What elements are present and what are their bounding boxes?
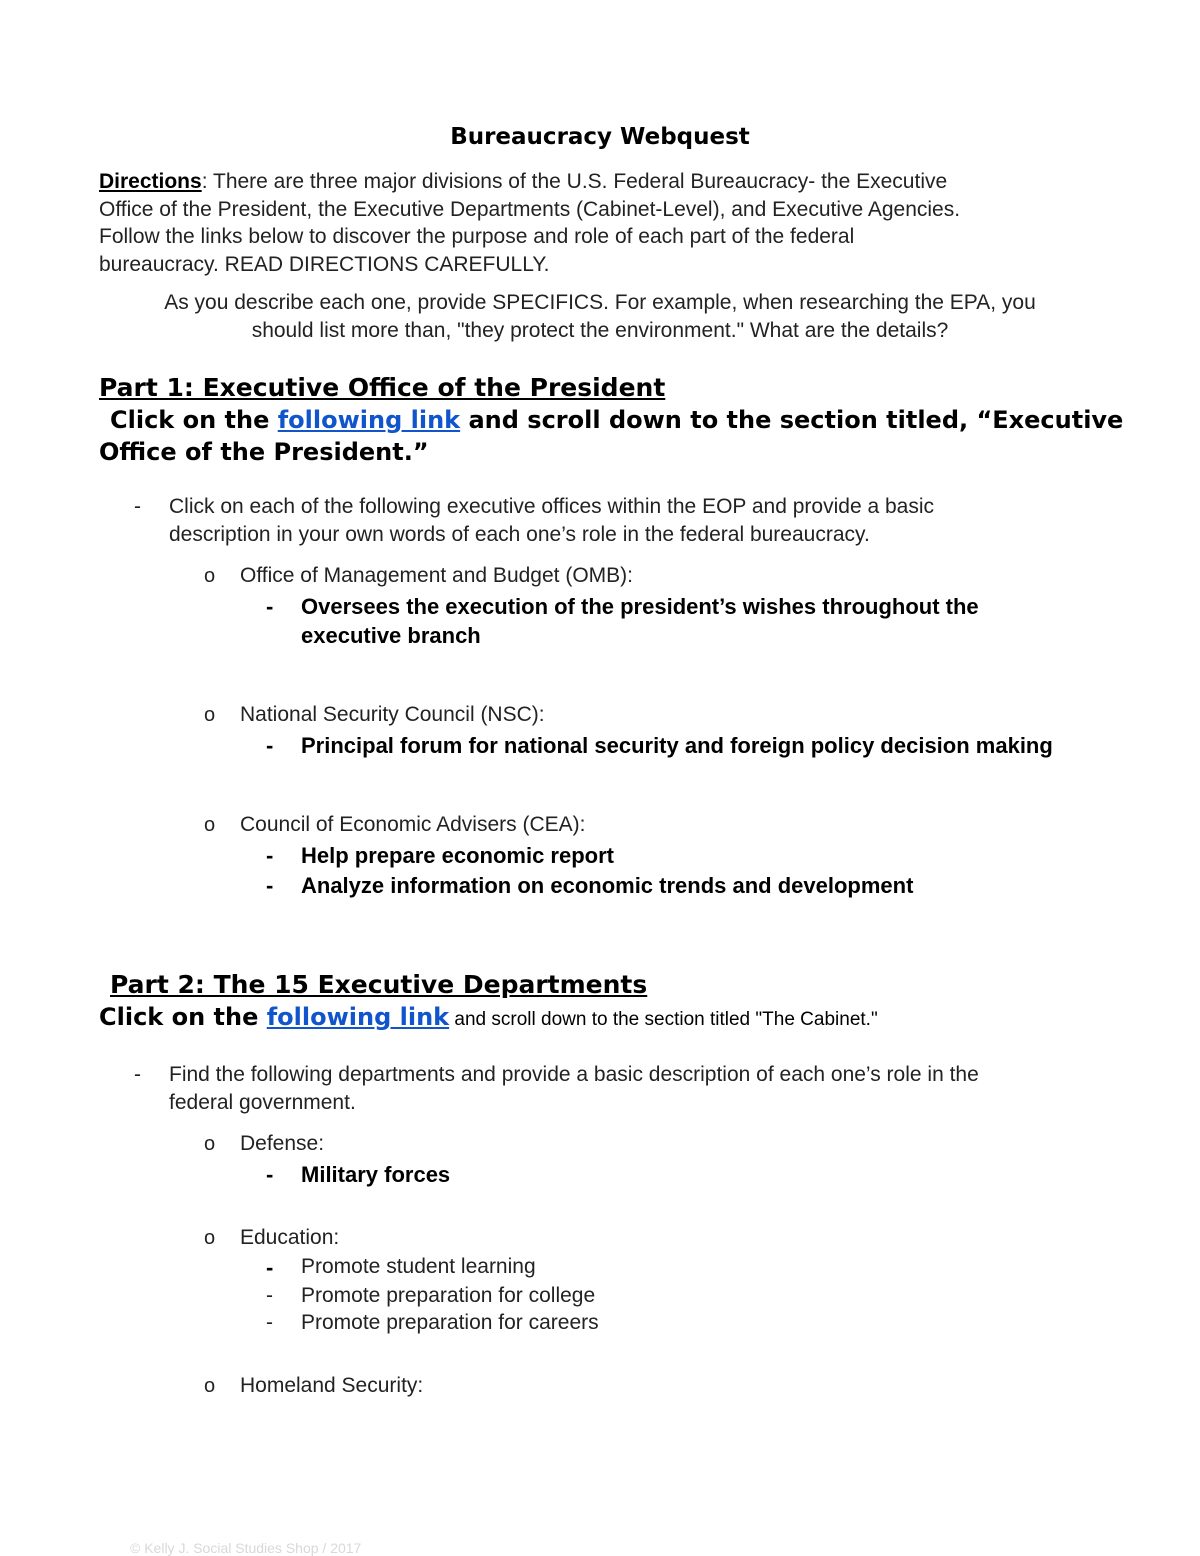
part2-instruction-line-1: Find the following departments and provide a basic description of each one’s role in the (169, 1063, 979, 1086)
answer-dash: - (266, 733, 274, 758)
o-bullet: o (204, 1227, 216, 1249)
page-title: Bureaucracy Webquest (450, 124, 750, 150)
dept-homeland-security: Homeland Security: (240, 1374, 424, 1397)
dash-bullet: - (134, 1063, 141, 1086)
directions-line-3: Follow the links below to discover the purpose and role of each part of the federal (99, 225, 855, 248)
part1-instruction-line-1: Click on each of the following executive offices within the EOP and provide a basic (169, 495, 934, 518)
education-answer-line-1: Promote student learning (301, 1255, 536, 1278)
part2-click-line: Click on the following link and scroll down to the section titled "The Cabinet." (99, 1003, 878, 1031)
office-cea: Council of Economic Advisers (CEA): (240, 813, 586, 836)
part1-instruction-line-2: description in your own words of each one’s role in the federal bureaucracy. (169, 523, 870, 546)
office-nsc: National Security Council (NSC): (240, 703, 545, 726)
education-answer-line-3: Promote preparation for careers (301, 1311, 599, 1334)
dept-defense: Defense: (240, 1132, 325, 1155)
part2-heading: Part 2: The 15 Executive Departments (110, 970, 648, 999)
o-bullet: o (204, 814, 216, 836)
answer-dash: - (266, 1255, 274, 1280)
education-answer-line-2: Promote preparation for college (301, 1284, 596, 1307)
defense-answer-line-1: Military forces (301, 1162, 451, 1187)
omb-answer-line-2: executive branch (301, 623, 481, 648)
directions-line-2: Office of the President, the Executive Departments (Cabinet-Level), and Executive Agencies. (99, 198, 961, 221)
answer-dash: - (266, 1311, 273, 1334)
directions-line-4: bureaucracy. READ DIRECTIONS CAREFULLY. (99, 253, 550, 276)
o-bullet: o (204, 1133, 216, 1155)
omb-answer-line-1: Oversees the execution of the president’s wishes throughout the (301, 594, 979, 619)
part1-heading: Part 1: Executive Office of the President (99, 373, 666, 402)
dash-bullet: - (134, 495, 141, 518)
answer-dash: - (266, 1284, 273, 1307)
specifics-line-2: should list more than, "they protect the environment." What are the details? (251, 319, 949, 342)
specifics-line-1: As you describe each one, provide SPECIFICS. For example, when researching the EPA, you (164, 291, 1036, 314)
answer-dash: - (266, 873, 274, 898)
o-bullet: o (204, 704, 216, 726)
o-bullet: o (204, 565, 216, 587)
directions-line-1: Directions: There are three major divisions of the U.S. Federal Bureaucracy- the Executive (99, 170, 948, 193)
part2-instruction-line-2: federal government. (169, 1091, 356, 1114)
part1-click-line: Click on the following link and scroll down to the section titled, “Executive (110, 406, 1124, 434)
answer-dash: - (266, 594, 274, 619)
nsc-answer-line-1: Principal forum for national security and foreign policy decision making (301, 733, 1053, 758)
dept-education: Education: (240, 1226, 340, 1249)
directions-label: Directions (99, 170, 202, 193)
part1-click-line-2: Office of the President.” (99, 438, 429, 466)
cea-answer-line-1: Help prepare economic report (301, 843, 614, 868)
part2-following-link[interactable]: following link (266, 1003, 450, 1031)
part1-following-link[interactable]: following link (277, 406, 461, 434)
cea-answer-line-2: Analyze information on economic trends and development (301, 873, 914, 898)
answer-dash: - (266, 1162, 274, 1187)
office-omb: Office of Management and Budget (OMB): (240, 564, 633, 587)
footer-copyright: © Kelly J. Social Studies Shop / 2017 (130, 1540, 362, 1556)
answer-dash: - (266, 843, 274, 868)
o-bullet: o (204, 1375, 216, 1397)
